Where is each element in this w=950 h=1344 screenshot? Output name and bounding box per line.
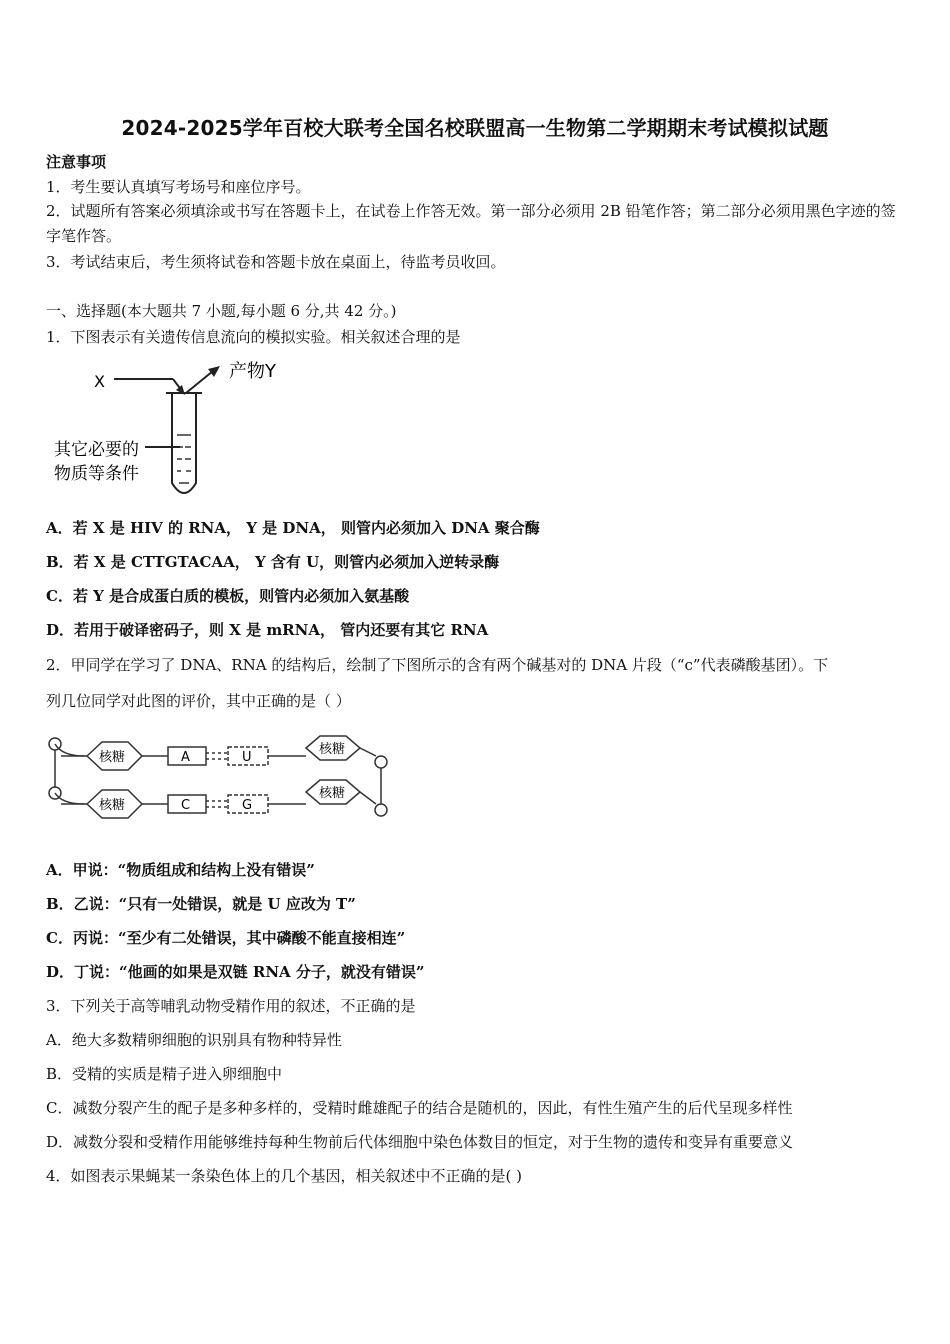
q1-option-d[interactable]: D．若用于破译密码子，则 X 是 mRNA， 管内还要有其它 RNA xyxy=(46,621,489,639)
q2-option-d[interactable]: D．丁说：“他画的如果是双链 RNA 分子，就没有错误” xyxy=(46,963,425,981)
q1-stem: 1．下图表示有关遗传信息流向的模拟实验。相关叙述合理的是 xyxy=(46,328,461,346)
q1-option-a[interactable]: A．若 X 是 HIV 的 RNA， Y 是 DNA， 则管内必须加入 DNA 聚合酶 xyxy=(46,519,540,537)
q2-option-b[interactable]: B．乙说：“只有一处错误，就是 U 应改为 T” xyxy=(46,895,356,913)
q3-option-a[interactable]: A．绝大多数精卵细胞的识别具有物种特异性 xyxy=(46,1031,342,1049)
q3-stem: 3．下列关于高等哺乳动物受精作用的叙述，不正确的是 xyxy=(46,997,416,1015)
q2-stem-line2: 列几位同学对此图的评价，其中正确的是（ ） xyxy=(46,692,351,710)
q4-stem: 4．如图表示果蝇某一条染色体上的几个基因，相关叙述中不正确的是( ) xyxy=(46,1167,523,1185)
q3-option-b[interactable]: B．受精的实质是精子进入卵细胞中 xyxy=(46,1065,283,1083)
q1-x-label: X xyxy=(94,372,105,391)
q2-stem-line1: 2．甲同学在学习了 DNA、RNA 的结构后，绘制了下图所示的含有两个碱基对的 DNA 片段（“c”代表磷酸基团）。下 xyxy=(46,656,829,674)
q2-base-a: A xyxy=(181,750,190,765)
q1-condition-line2: 物质等条件 xyxy=(54,464,139,484)
q2-sugar-label-4: 核糖 xyxy=(319,786,346,801)
q2-base-g: G xyxy=(242,798,253,813)
q1-option-c[interactable]: C．若 Y 是合成蛋白质的模板，则管内必须加入氨基酸 xyxy=(46,587,410,605)
q3-option-d[interactable]: D．减数分裂和受精作用能够维持每种生物前后代体细胞中染色体数目的恒定，对于生物的遗传和变异有重要意义 xyxy=(46,1133,794,1151)
q3-option-c[interactable]: C．减数分裂产生的配子是多种多样的，受精时雌雄配子的结合是随机的，因此，有性生殖产生的后代呈现多样性 xyxy=(46,1099,793,1117)
q2-dna-fragment-figure xyxy=(44,728,394,828)
notice-heading: 注意事项 xyxy=(46,153,107,171)
q1-test-tube-figure xyxy=(48,355,308,505)
section-heading: 一、选择题(本大题共 7 小题,每小题 6 分,共 42 分。) xyxy=(46,302,397,320)
notice-item-2: 2．试题所有答案必须填涂或书写在答题卡上，在试卷上作答无效。第一部分必须用 2B 铅笔作答；第二部分必须用黑色字迹的签字笔作答。 xyxy=(46,202,896,245)
q2-sugar-label-3: 核糖 xyxy=(319,742,346,757)
q2-base-c: C xyxy=(181,798,191,813)
q2-base-u: U xyxy=(242,750,252,765)
q2-sugar-label-2: 核糖 xyxy=(99,798,126,813)
q2-sugar-label-1: 核糖 xyxy=(99,750,126,765)
q1-product-y-label: 产物Y xyxy=(229,361,276,382)
q1-option-b[interactable]: B．若 X 是 CTTGTACAA， Y 含有 U，则管内必须加入逆转录酶 xyxy=(46,553,500,571)
q2-option-c[interactable]: C．丙说：“至少有二处错误，其中磷酸不能直接相连” xyxy=(46,929,406,947)
notice-item-3: 3．考试结束后，考生须将试卷和答题卡放在桌面上，待监考员收回。 xyxy=(46,253,506,271)
q1-condition-line1: 其它必要的 xyxy=(54,440,139,460)
q2-option-a[interactable]: A．甲说：“物质组成和结构上没有错误” xyxy=(46,861,315,879)
notice-item-1: 1．考生要认真填写考场号和座位序号。 xyxy=(46,178,311,196)
page-title: 2024-2025学年百校大联考全国名校联盟高一生物第二学期期末考试模拟试题 xyxy=(121,116,829,140)
